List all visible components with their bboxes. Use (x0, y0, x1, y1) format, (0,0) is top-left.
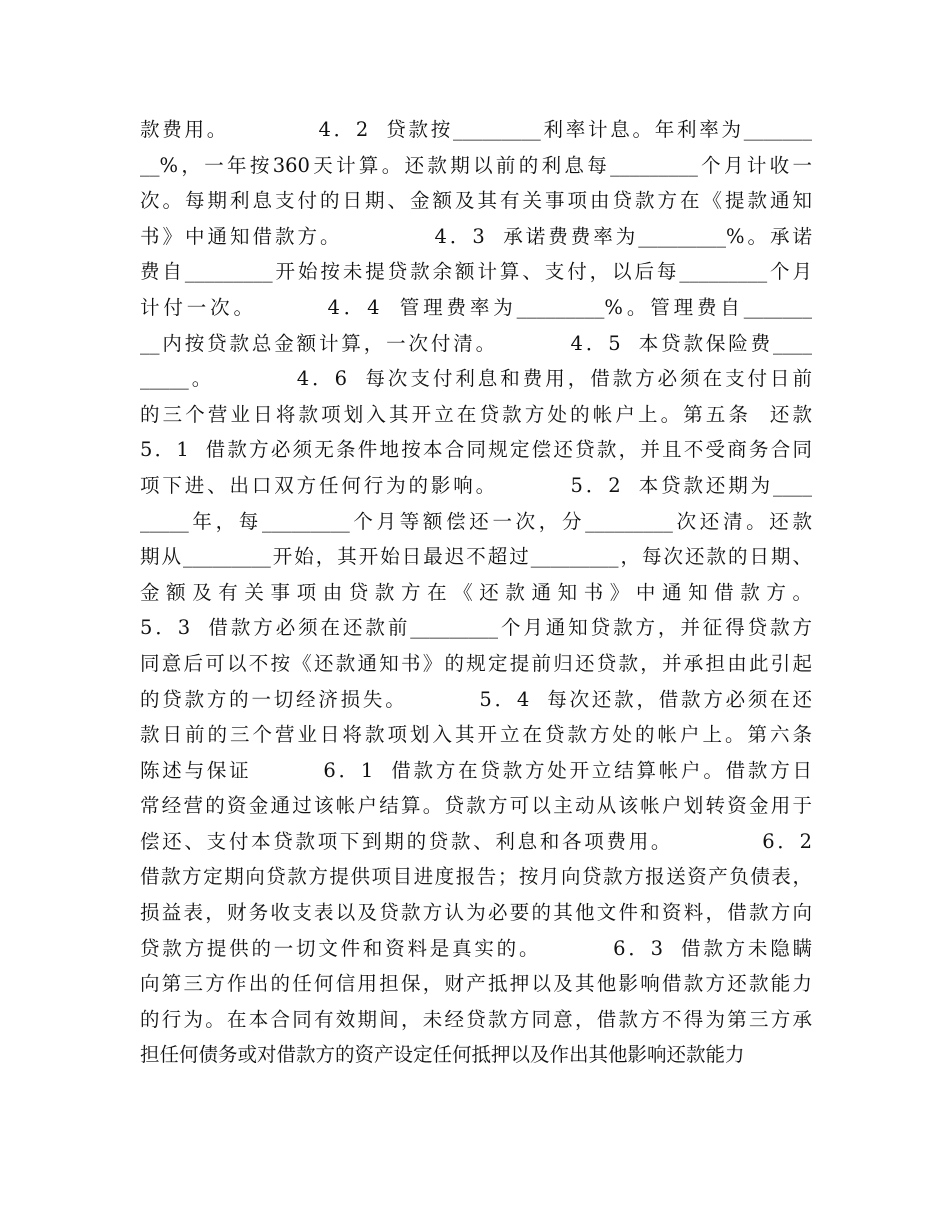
text-line: 的三个营业日将款项划入其开立在贷款方处的帐户上。第五条 还款 (140, 402, 812, 426)
text-line: 的贷款方的一切经济损失。 5．4 每次还款，借款方必须在还 (140, 687, 812, 711)
text-line: 期从_________开始，其开始日最迟不超过_________，每次还款的日期、 (140, 545, 812, 569)
text-line: 5．1 借款方必须无条件地按本合同规定偿还贷款，并且不受商务合同 (140, 438, 812, 462)
text-line: 金额及有关事项由贷款方在《还款通知书》中通知借款方。 (140, 580, 812, 604)
text-line: 借款方定期向贷款方提供项目进度报告；按月向贷款方报送资产负债表， (140, 865, 812, 889)
text-line: 陈述与保证 6．1 借款方在贷款方处开立结算帐户。借款方日 (140, 758, 812, 782)
document-page (140, 112, 812, 1073)
text-line: 次。每期利息支付的日期、金额及其有关事项由贷款方在《提款通知 (140, 189, 812, 213)
text-line: 向第三方作出的任何信用担保，财产抵押以及其他影响借款方还款能力 (140, 972, 812, 996)
text-line: 损益表，财务收支表以及贷款方认为必要的其他文件和资料，借款方向 (140, 901, 812, 925)
text-line: _____。 4．6 每次支付利息和费用，借款方必须在支付日前 (140, 367, 812, 391)
text-line: 同意后可以不按《还款通知书》的规定提前归还贷款，并承担由此引起 (140, 651, 812, 675)
text-line: 计付一次。 4．4 管理费率为_________%。管理费自_______ (140, 295, 812, 319)
text-line: __内按贷款总金额计算，一次付清。 4．5 本贷款保险费____ (140, 331, 812, 355)
text-line: 款费用。 4．2 贷款按_________利率计息。年利率为_______ (140, 118, 812, 141)
text-line: 常经营的资金通过该帐户结算。贷款方可以主动从该帐户划转资金用于 (140, 794, 812, 818)
text-line: 书》中通知借款方。 4．3 承诺费费率为_________%。承诺 (140, 224, 812, 248)
text-line: 款日前的三个营业日将款项划入其开立在贷款方处的帐户上。第六条 (140, 723, 812, 747)
text-line: 的行为。在本合同有效期间，未经贷款方同意，借款方不得为第三方承 (140, 1007, 812, 1031)
text-line: _____年，每_________个月等额偿还一次，分_________次还清。还款 (140, 509, 812, 533)
text-line: 偿还、支付本贷款项下到期的贷款、利息和各项费用。 6．2 (140, 829, 812, 853)
text-line: 5．3 借款方必须在还款前_________个月通知贷款方，并征得贷款方 (140, 616, 812, 640)
text-line: 担任何债务或对借款方的资产设定任何抵押以及作出其他影响还款能力 (140, 1043, 745, 1067)
text-line: 贷款方提供的一切文件和资料是真实的。 6．3 借款方未隐瞒 (140, 936, 812, 960)
text-line: __%，一年按360天计算。还款期以前的利息每_________个月计收一 (140, 153, 812, 177)
text-line: 费自_________开始按未提贷款余额计算、支付，以后每_________个月 (140, 260, 812, 284)
text-line: 项下进、出口双方任何行为的影响。 5．2 本贷款还期为____ (140, 473, 812, 497)
